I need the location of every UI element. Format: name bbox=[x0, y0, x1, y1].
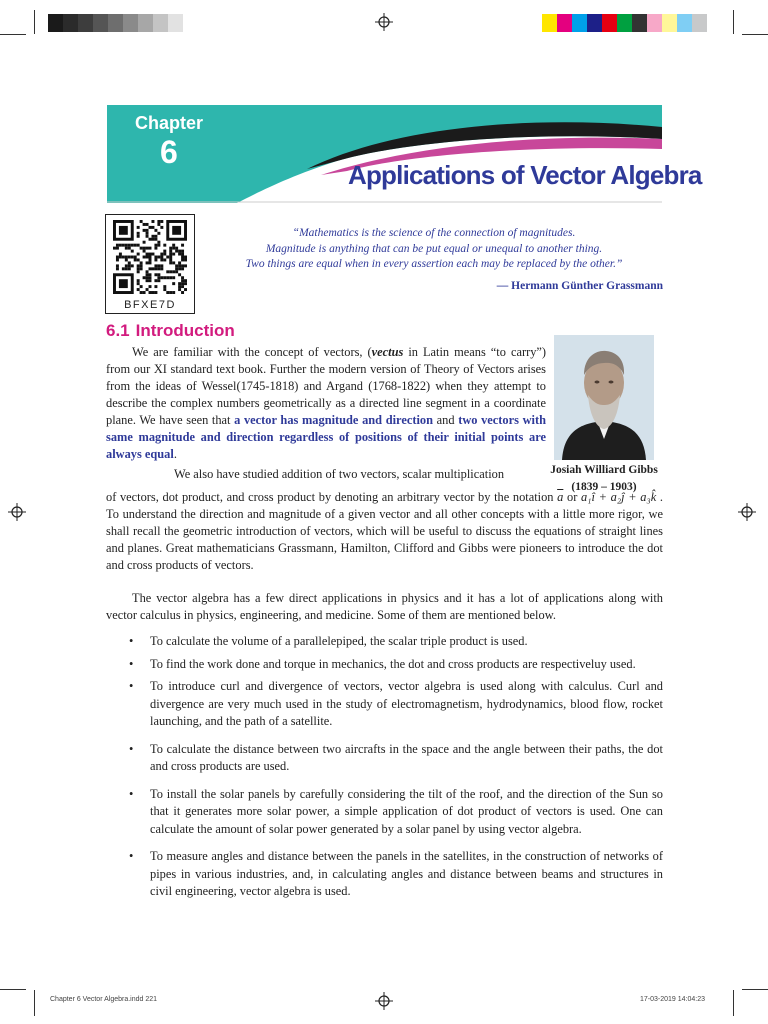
portrait-name: Josiah Williard Gibbs bbox=[550, 464, 658, 476]
text-run: . bbox=[173, 447, 177, 461]
vector-symbol: $\overline{a}$ bbox=[557, 490, 564, 504]
quote-line: “Mathematics is the science of the connection of magnitudes. bbox=[292, 227, 576, 239]
gibbs-portrait bbox=[554, 335, 654, 460]
color-swatch bbox=[662, 14, 677, 32]
crop-mark bbox=[34, 10, 35, 34]
color-swatch bbox=[617, 14, 632, 32]
text-run: or bbox=[563, 490, 581, 504]
vector-formula: a₁î + a₂ĵ + a₃k̂ bbox=[580, 490, 657, 504]
latin-term: vectus bbox=[371, 345, 404, 359]
list-item: • To introduce curl and divergence of vectors, vector algebra is used along with calculus. Curl and divergence are very much used in the study of electromagnetism, hydrodynamics, blood flow, rocket launching, and the path of a satellite. bbox=[126, 678, 663, 731]
epigraph-quote bbox=[205, 226, 663, 273]
crop-mark bbox=[0, 34, 26, 35]
color-swatch bbox=[153, 14, 168, 32]
color-swatch bbox=[542, 14, 557, 32]
color-swatch bbox=[168, 14, 183, 32]
color-swatch bbox=[632, 14, 647, 32]
registration-mark-top-icon bbox=[375, 13, 393, 31]
color-swatch bbox=[138, 14, 153, 32]
registration-mark-left-icon bbox=[8, 503, 26, 521]
qr-code-box[interactable] bbox=[105, 214, 195, 314]
color-swatch bbox=[677, 14, 692, 32]
crop-mark bbox=[742, 989, 768, 990]
color-swatch bbox=[602, 14, 617, 32]
process-color-bar bbox=[542, 14, 707, 32]
intro-paragraph-2 bbox=[106, 489, 663, 574]
chapter-label: Chapter bbox=[135, 113, 204, 133]
crop-mark bbox=[733, 990, 734, 1016]
intro-paragraph-3: The vector algebra has a few direct applications in physics and it has a lot of applications along with vector calculus in physics, engineering, and medicine. Some of them are mentioned below. bbox=[106, 591, 663, 622]
color-swatch bbox=[587, 14, 602, 32]
color-swatch bbox=[572, 14, 587, 32]
chapter-number: 6 bbox=[160, 134, 178, 170]
highlight-text: a vector has magnitude and direction bbox=[234, 413, 433, 427]
qr-code-icon bbox=[113, 220, 187, 294]
color-swatch bbox=[108, 14, 123, 32]
crop-mark bbox=[733, 10, 734, 34]
text-run: and bbox=[432, 413, 459, 427]
color-swatch bbox=[647, 14, 662, 32]
color-swatch bbox=[692, 14, 707, 32]
list-item: • To find the work done and torque in mechanics, the dot and cross products are respectiveluy used. bbox=[126, 656, 663, 674]
color-swatch bbox=[123, 14, 138, 32]
text-run: We are familiar with the concept of vectors, ( bbox=[132, 345, 372, 359]
gray-color-bar bbox=[48, 14, 198, 32]
list-item: • To calculate the distance between two aircrafts in the space and the angle between their paths, the dot and cross products are used. bbox=[126, 741, 663, 776]
chapter-title: Applications of Vector Algebra bbox=[348, 160, 702, 190]
registration-mark-right-icon bbox=[738, 503, 756, 521]
quote-author: — Hermann Günther Grassmann bbox=[496, 280, 663, 292]
slug-file-info: Chapter 6 Vector Algebra.indd 221 bbox=[50, 996, 158, 1003]
portrait-years: (1839 – 1903) bbox=[571, 481, 637, 493]
color-swatch bbox=[48, 14, 63, 32]
registration-mark-bottom-icon bbox=[375, 992, 393, 1010]
text-run: . To understand the direction and magnitude of a given vector and all other concepts with a little more rigor, we shall recall the geometric introduction of vectors, which will be useful to discuss the equations of straight lines and planes. Great mathematicians Grassmann, Hamilton, Clifford and Gibbs were pioneers to introduce the dot and cross products of vectors. bbox=[106, 490, 663, 572]
list-item: • To measure angles and distance between the panels in the satellites, in the construction of networks of pipes in various industries, and, in calculating angles and distance between beams and structures in civil engineering, vector algebra is used. bbox=[126, 848, 663, 901]
highlight-text: two vectors with same magnitude and direction regardless of positions of their initial points are always equal bbox=[106, 413, 547, 461]
color-swatch bbox=[78, 14, 93, 32]
section-title: Introduction bbox=[135, 321, 235, 340]
list-item: • To install the solar panels by carefully considering the tilt of the roof, and the direction of the Sun so that it generates more solar power, a simple application of dot product of vectors is used. One can calculate the amount of solar power generated by a solar panel by using vector algebra. bbox=[126, 786, 663, 839]
color-swatch bbox=[183, 14, 198, 32]
crop-mark bbox=[0, 989, 26, 990]
applications-list bbox=[126, 633, 663, 901]
color-swatch bbox=[557, 14, 572, 32]
intro-paragraph-1 bbox=[106, 344, 546, 463]
section-heading bbox=[106, 321, 235, 341]
intro-paragraph-2-first-line: We also have studied addition of two vectors, scalar multiplication bbox=[174, 467, 505, 481]
list-item: • To calculate the volume of a parallelepiped, the scalar triple product is used. bbox=[126, 633, 663, 651]
section-number: 6.1 bbox=[106, 321, 130, 340]
color-swatch bbox=[93, 14, 108, 32]
quote-line: Magnitude is anything that can be put equal or unequal to another thing. bbox=[265, 242, 603, 255]
quote-line: Two things are equal when in every assertion each may be replaced by the other.” bbox=[245, 258, 623, 270]
crop-mark bbox=[34, 990, 35, 1016]
text-run: in Latin means “to carry”) from our XI standard text book. Further the modern version of Theory of Vectors arises from the ideas of Wessel(1745-1818) and Argand (1768-1822) when they attempt to describe the complex numbers geometrically as a directed line segment in a coordinate plane. We have seen that bbox=[106, 345, 547, 427]
color-swatch bbox=[63, 14, 78, 32]
text-run: of vectors, dot product, and cross product by denoting an arbitrary vector by the notation bbox=[106, 490, 558, 504]
slug-timestamp: 17-03-2019 14:04:23 bbox=[640, 996, 705, 1003]
crop-mark bbox=[742, 34, 768, 35]
qr-caption: BFXE7D bbox=[124, 299, 176, 311]
